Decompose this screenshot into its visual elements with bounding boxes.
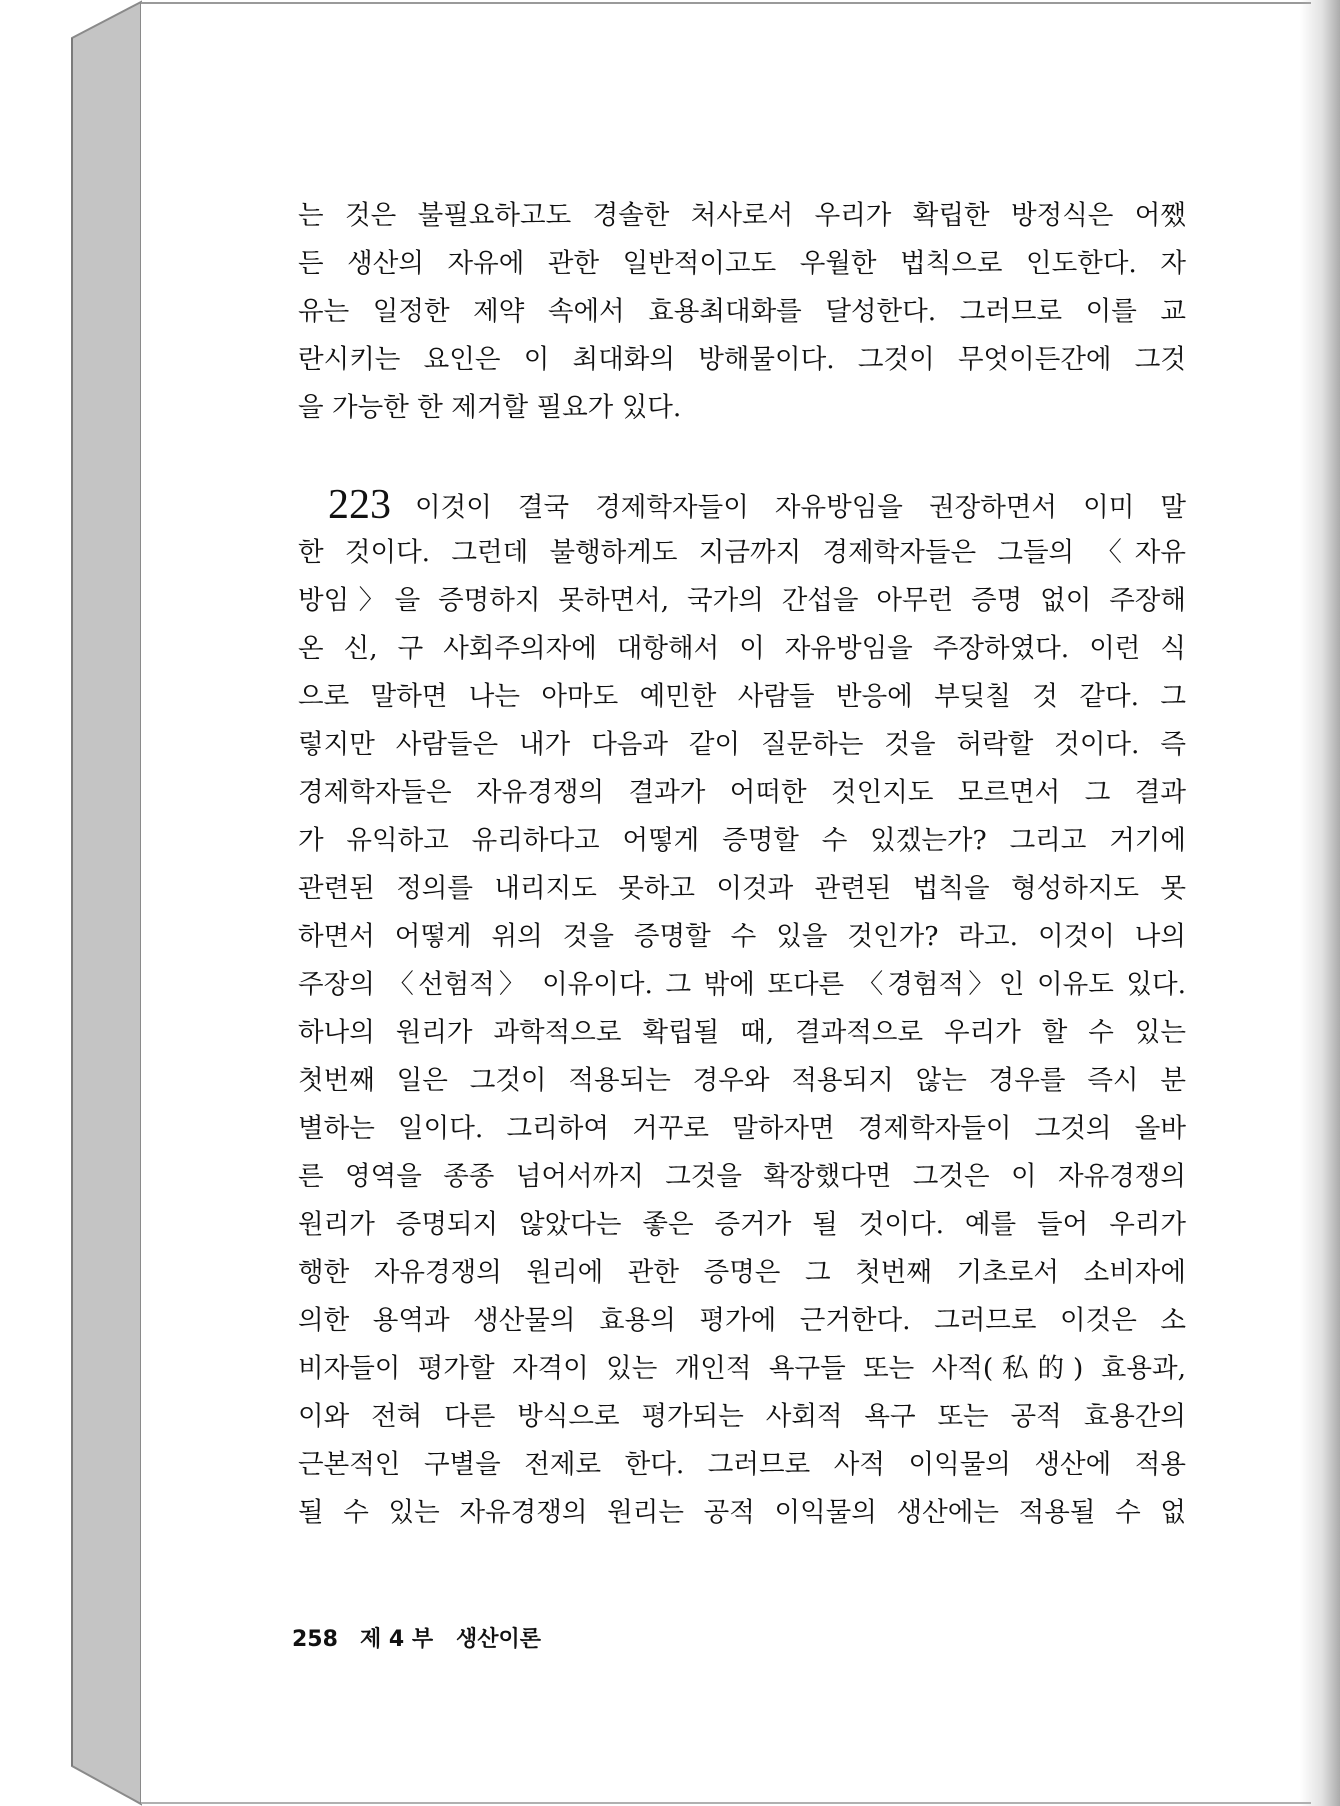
- book-spine-edge: [0, 0, 150, 1806]
- text-line: 첫번째 일은 그것이 적용되는 경우와 적용되지 않는 경우를 즉시 분: [298, 1065, 1186, 1096]
- body-text: [298, 192, 1186, 1537]
- text-line: 원리가 증명되지 않았다는 좋은 증거가 될 것이다. 예를 들어 우리가: [298, 1209, 1186, 1240]
- text-line: 으로 말하면 나는 아마도 예민한 사람들 반응에 부딪칠 것 같다. 그: [298, 681, 1186, 712]
- paragraph-continued: [298, 192, 1186, 432]
- page-bottom-edge: [141, 1802, 1311, 1804]
- text-line: 든 생산의 자유에 관한 일반적이고도 우월한 법칙으로 인도한다. 자: [298, 248, 1186, 279]
- text-line: 관련된 정의를 내리지도 못하고 이것과 관련된 법칙을 형성하지도 못: [298, 873, 1186, 904]
- text-line: 이것이 결국 경제학자들이 자유방임을 권장하면서 이미 말: [415, 492, 1186, 523]
- paragraph-223: [298, 481, 1186, 1537]
- page-footer: [292, 1622, 541, 1653]
- text-line: 이와 전혀 다른 방식으로 평가되는 사회적 욕구 또는 공적 효용간의: [298, 1401, 1186, 1432]
- text-line: 행한 자유경쟁의 원리에 관한 증명은 그 첫번째 기초로서 소비자에: [298, 1257, 1186, 1288]
- text-line: 렇지만 사람들은 내가 다음과 같이 질문하는 것을 허락할 것이다. 즉: [298, 729, 1186, 760]
- text-line: 란시키는 요인은 이 최대화의 방해물이다. 그것이 무엇이든간에 그것: [298, 344, 1186, 375]
- page-edge-shadow: [1300, 0, 1340, 1806]
- text-line: 는 것은 불필요하고도 경솔한 처사로서 우리가 확립한 방정식은 어쨌: [298, 200, 1186, 231]
- page-number: 258: [292, 1627, 338, 1652]
- text-line: 하면서 어떻게 위의 것을 증명할 수 있을 것인가? 라고. 이것이 나의: [298, 921, 1186, 952]
- text-line: 하나의 원리가 과학적으로 확립될 때, 결과적으로 우리가 할 수 있는: [298, 1017, 1186, 1048]
- section-number: 223: [328, 482, 391, 528]
- text-line: 근본적인 구별을 전제로 한다. 그러므로 사적 이익물의 생산에 적용: [298, 1449, 1186, 1480]
- text-line: 한 것이다. 그런데 불행하게도 지금까지 경제학자들은 그들의 〈자유: [298, 537, 1186, 568]
- text-line: 경제학자들은 자유경쟁의 결과가 어떠한 것인지도 모르면서 그 결과: [298, 777, 1186, 808]
- text-line: 을 가능한 한 제거할 필요가 있다.: [298, 392, 682, 423]
- text-line: 주장의 〈선험적〉 이유이다. 그 밖에 또다른 〈경험적〉인 이유도 있다.: [298, 969, 1186, 1000]
- text-line: 될 수 있는 자유경쟁의 원리는 공적 이익물의 생산에는 적용될 수 없: [298, 1497, 1186, 1528]
- text-line: 별하는 일이다. 그리하여 거꾸로 말하자면 경제학자들이 그것의 올바: [298, 1113, 1186, 1144]
- paragraph-gap: [298, 432, 1186, 481]
- text-line: 유는 일정한 제약 속에서 효용최대화를 달성한다. 그러므로 이를 교: [298, 296, 1186, 327]
- running-footer: 제 4 부 생산이론: [359, 1627, 542, 1652]
- text-line: 비자들이 평가할 자격이 있는 개인적 욕구들 또는 사적(私的) 효용과,: [298, 1353, 1186, 1384]
- text-line: 의한 용역과 생산물의 효용의 평가에 근거한다. 그러므로 이것은 소: [298, 1305, 1186, 1336]
- text-line: 른 영역을 종종 넘어서까지 그것을 확장했다면 그것은 이 자유경쟁의: [298, 1161, 1186, 1192]
- text-line: 온 신, 구 사회주의자에 대항해서 이 자유방임을 주장하였다. 이런 식: [298, 633, 1186, 664]
- text-line: 방임〉을 증명하지 못하면서, 국가의 간섭을 아무런 증명 없이 주장해: [298, 585, 1186, 616]
- section-first-line: [298, 481, 1186, 529]
- text-line: 가 유익하고 유리하다고 어떻게 증명할 수 있겠는가? 그리고 거기에: [298, 825, 1186, 856]
